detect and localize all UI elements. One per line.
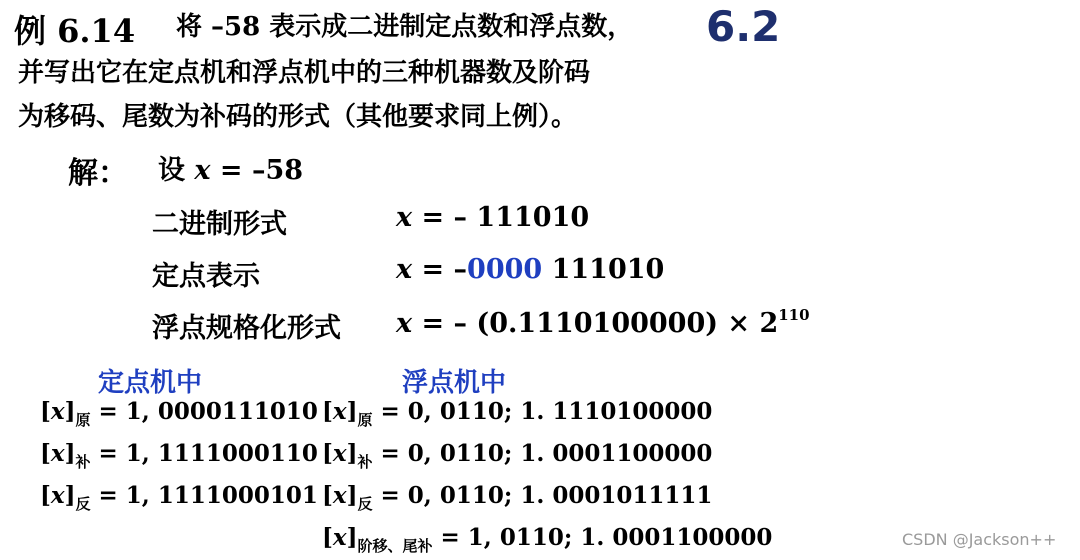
- fixed-point-padding: 0000: [467, 254, 543, 285]
- fixed-point-label: 定点表示: [152, 261, 260, 292]
- problem-line-3: 为移码、尾数为补码的形式（其他要求同上例）。: [18, 102, 578, 132]
- fixed-machine-heading: 定点机中: [98, 368, 203, 398]
- fixed-row-sign-magnitude: $[x]_原 = 1$, 0000111010: [40, 398, 318, 429]
- fixed-point-value: x = –0000 111010: [396, 254, 665, 285]
- float-row-sign-magnitude: $[x]_原 = 0$, 0110; 1. 1110100000: [322, 398, 713, 429]
- solution-let: 设 x = –58: [158, 155, 304, 186]
- problem-line-1: 将 –58 表示成二进制定点数和浮点数，: [176, 12, 634, 42]
- binary-form-label: 二进制形式: [152, 209, 287, 240]
- problem-line-2: 并写出它在定点机和浮点机中的三种机器数及阶码: [18, 58, 591, 88]
- float-machine-heading: 浮点机中: [402, 368, 507, 398]
- watermark: CSDN @Jackson++: [902, 530, 1057, 549]
- section-badge: 6.2: [706, 2, 781, 51]
- float-row-ones-complement: $[x]_反 = 0$, 0110; 1. 0001011111: [322, 482, 713, 513]
- binary-form-value: x = – 111010: [396, 202, 590, 233]
- example-label: 例 6.14: [14, 12, 136, 50]
- float-normalized-label: 浮点规格化形式: [152, 313, 341, 344]
- fixed-row-ones-complement: $[x]_反 = 1$, 1111000101: [40, 482, 318, 513]
- fixed-row-twos-complement: $[x]_补 = 1$, 1111000110: [40, 440, 318, 471]
- exponent: 110: [778, 306, 810, 324]
- float-row-biased-exponent: $[x]_{阶移、尾补} = 1$, 0110; 1. 0001100000: [322, 524, 773, 555]
- float-row-twos-complement: $[x]_补 = 0$, 0110; 1. 0001100000: [322, 440, 713, 471]
- solution-label: 解：: [68, 156, 128, 191]
- float-normalized-value: x = – $(0.1110100000) \times 2^{110}$: [396, 306, 810, 339]
